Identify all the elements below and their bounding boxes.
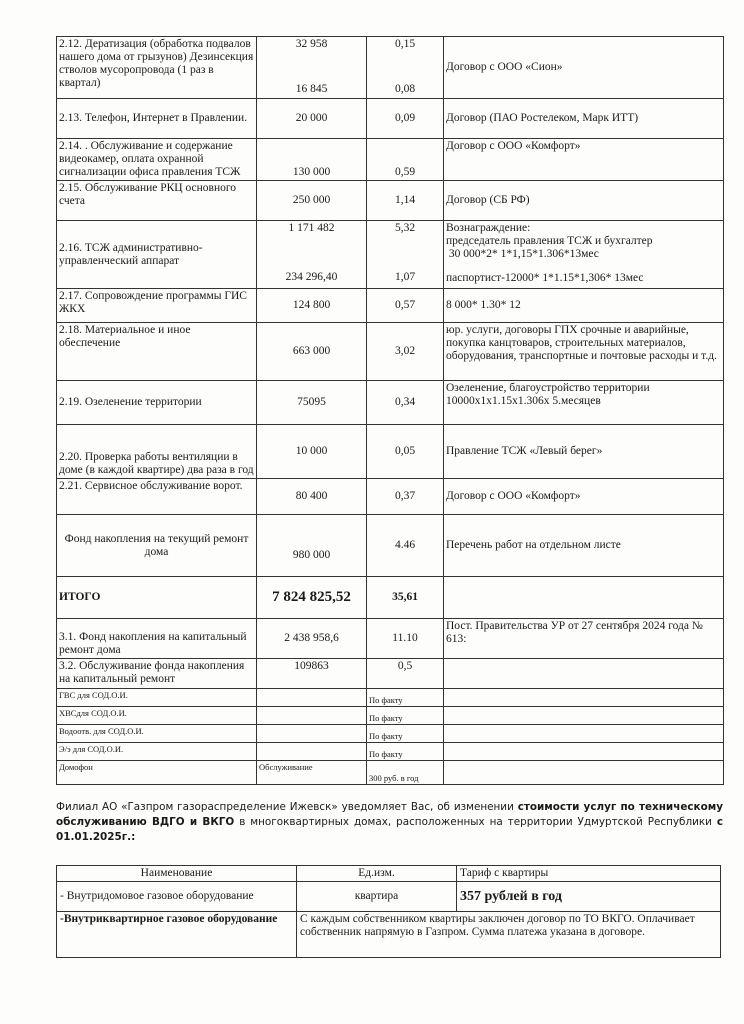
row-rate: 0,59 — [367, 139, 444, 181]
notice-text: Филиал АО «Газпром газораспределение Ижевск» уведомляет Вас, об изменении — [56, 801, 518, 813]
row-name: 2.16. ТСЖ административно-управленческий аппарат — [57, 221, 257, 289]
row-name: 3.2. Обслуживание фонда накопления на капитальный ремонт — [57, 659, 257, 689]
row-rate: 4.46 — [367, 515, 444, 577]
row-note: Договор с ООО «Комфорт» — [444, 139, 724, 181]
row-note: Перечень работ на отдельном листе — [444, 515, 724, 577]
row-sum — [257, 221, 367, 289]
total-row — [57, 577, 724, 619]
row-name: 2.19. Озеленение территории — [57, 381, 257, 425]
row-name: - Внутридомовое газовое оборудование — [57, 882, 297, 912]
row-name: Фонд накопления на текущий ремонт дома — [57, 515, 257, 577]
utility-name: ГВС для СОД.О.И. — [57, 689, 257, 707]
row-sum-2: 234 296,40 — [285, 271, 338, 283]
row-rate-1: 0,15 — [394, 38, 416, 50]
row-sum-1: 1 171 482 — [288, 222, 335, 234]
row-note: Озеленение, благоустройство территории 10000х1х1.15х1.306х 5.месяцев — [444, 381, 724, 425]
note-line: Вознаграждение: — [446, 222, 531, 234]
row-note: Пост. Правительства УР от 27 сентября 2024 года № 613: — [444, 619, 724, 659]
row-sum — [257, 37, 367, 99]
empty-cell — [444, 761, 724, 785]
table-row — [57, 515, 724, 577]
table-row — [57, 99, 724, 139]
utility-col2 — [257, 689, 367, 707]
utility-row — [57, 689, 724, 707]
utility-col2: Обслуживание — [257, 761, 367, 785]
table-row — [57, 659, 724, 689]
empty-cell — [444, 725, 724, 743]
table-row — [57, 619, 724, 659]
notice-text: в многоквартирных домах, расположенных на территории Удмуртской Республики — [234, 816, 717, 828]
utility-col2 — [257, 707, 367, 725]
row-name: 3.1. Фонд накопления на капитальный ремонт дома — [57, 619, 257, 659]
row-note — [444, 221, 724, 289]
row-rate-2: 1,07 — [394, 271, 416, 283]
gas-notice-paragraph — [56, 800, 723, 845]
header-row — [57, 866, 721, 882]
table-row — [57, 381, 724, 425]
notice-emphasis: стоимости услуг по техническому обслуживанию ВДГО и ВКГО — [56, 801, 724, 828]
utility-col2 — [257, 725, 367, 743]
total-sum: 7 824 825,52 — [257, 577, 367, 619]
row-note: Договор (ПАО Ростелеком, Марк ИТТ) — [444, 99, 724, 139]
header-unit: Ед.изм. — [297, 866, 457, 882]
row-unit: квартира — [297, 882, 457, 912]
row-note: юр. услуги, договоры ГПХ срочные и аварийные, покупка канцтоваров, строительных материалов, оборудования, транспортные и почтовые расходы и т.д. — [444, 323, 724, 381]
note-line: 30 000*2* 1*1,15*1.306*13мес — [446, 248, 599, 260]
row-rate: 0,34 — [367, 381, 444, 425]
row-sum: 130 000 — [257, 139, 367, 181]
row-rate — [367, 221, 444, 289]
row-sum: 75095 — [257, 381, 367, 425]
row-name: 2.15. Обслуживание РКЦ основного счета — [57, 181, 257, 221]
total-label: ИТОГО — [57, 577, 257, 619]
row-sum: 10 000 — [257, 425, 367, 479]
utility-col2 — [257, 743, 367, 761]
row-rate: 0,5 — [367, 659, 444, 689]
utility-col3: По факту — [367, 689, 444, 707]
utility-col3: По факту — [367, 743, 444, 761]
row-note: Договор с ООО «Комфорт» — [444, 479, 724, 515]
row-note: Договор с ООО «Сион» — [444, 37, 724, 99]
table-row — [57, 479, 724, 515]
row-rate — [367, 37, 444, 99]
row-tariff: 357 рублей в год — [457, 882, 721, 912]
utility-row — [57, 761, 724, 785]
utility-row — [57, 743, 724, 761]
utility-name: Водоотв. для СОД.О.И. — [57, 725, 257, 743]
table-row — [57, 289, 724, 323]
table-row — [57, 221, 724, 289]
row-note: Договор (СБ РФ) — [444, 181, 724, 221]
table-row — [57, 139, 724, 181]
expenses-table — [56, 36, 724, 785]
table-row — [57, 882, 721, 912]
row-name: -Внутриквартирное газовое оборудование — [57, 912, 297, 958]
note-line: председатель правления ТСЖ и бухгалтер — [446, 235, 653, 247]
row-name: 2.14. . Обслуживание и содержание видеокамер, оплата охранной сигнализации офиса правления ТСЖ — [57, 139, 257, 181]
row-rate: 3,02 — [367, 323, 444, 381]
row-sum: 980 000 — [257, 515, 367, 577]
row-note: 8 000* 1.30* 12 — [444, 289, 724, 323]
gas-tariff-table — [56, 865, 721, 958]
row-sum: 20 000 — [257, 99, 367, 139]
row-sum: 2 438 958,6 — [257, 619, 367, 659]
row-rate: 1,14 — [367, 181, 444, 221]
row-sum: 80 400 — [257, 479, 367, 515]
row-sum: 109863 — [257, 659, 367, 689]
row-rate: 0,05 — [367, 425, 444, 479]
empty-cell — [444, 689, 724, 707]
table-row — [57, 912, 721, 958]
table-row — [57, 37, 724, 99]
row-name: 2.18. Материальное и иное обеспечение — [57, 323, 257, 381]
row-note: Правление ТСЖ «Левый берег» — [444, 425, 724, 479]
header-name: Наименование — [57, 866, 297, 882]
empty-cell — [444, 707, 724, 725]
row-rate-2: 0,08 — [394, 83, 416, 95]
row-note — [444, 659, 724, 689]
header-tariff: Тариф с квартиры — [457, 866, 721, 882]
row-sum-1: 32 958 — [295, 38, 328, 50]
row-sum: 663 000 — [257, 323, 367, 381]
row-description: С каждым собственником квартиры заключен договор по ТО ВКГО. Оплачивает собственник напрямую в Газпром. Сумма платежа указана в договоре. — [297, 912, 721, 958]
empty-cell — [444, 743, 724, 761]
row-rate-1: 5,32 — [394, 222, 416, 234]
total-rate: 35,61 — [367, 577, 444, 619]
utility-name: ХВСдля СОД.О.И. — [57, 707, 257, 725]
row-sum: 250 000 — [257, 181, 367, 221]
utility-row — [57, 725, 724, 743]
row-name: 2.13. Телефон, Интернет в Правлении. — [57, 99, 257, 139]
empty-cell — [444, 577, 724, 619]
row-name: 2.20. Проверка работы вентиляции в доме (в каждой квартире) два раза в год — [57, 425, 257, 479]
row-sum-2: 16 845 — [295, 83, 328, 95]
row-rate: 11.10 — [367, 619, 444, 659]
utility-row — [57, 707, 724, 725]
row-rate: 0,37 — [367, 479, 444, 515]
utility-name: Э/э для СОД.О.И. — [57, 743, 257, 761]
table-row — [57, 181, 724, 221]
utility-col3: 300 руб. в год — [367, 761, 444, 785]
row-name: 2.21. Сервисное обслуживание ворот. — [57, 479, 257, 515]
row-sum: 124 800 — [257, 289, 367, 323]
table-row — [57, 323, 724, 381]
utility-col3: По факту — [367, 707, 444, 725]
row-rate: 0,09 — [367, 99, 444, 139]
utility-name: Домофон — [57, 761, 257, 785]
note-line: паспортист-12000* 1*1.15*1,306* 13мес — [446, 272, 644, 284]
row-name: 2.17. Сопровождение программы ГИС ЖКХ — [57, 289, 257, 323]
utility-col3: По факту — [367, 725, 444, 743]
notice-date: с 01.01.2025г.: — [56, 816, 723, 843]
row-rate: 0,57 — [367, 289, 444, 323]
row-name: 2.12. Дератизация (обработка подвалов нашего дома от грызунов) Дезинсекция стволов мусоропровода (1 раз в квартал) — [57, 37, 257, 99]
table-row — [57, 425, 724, 479]
